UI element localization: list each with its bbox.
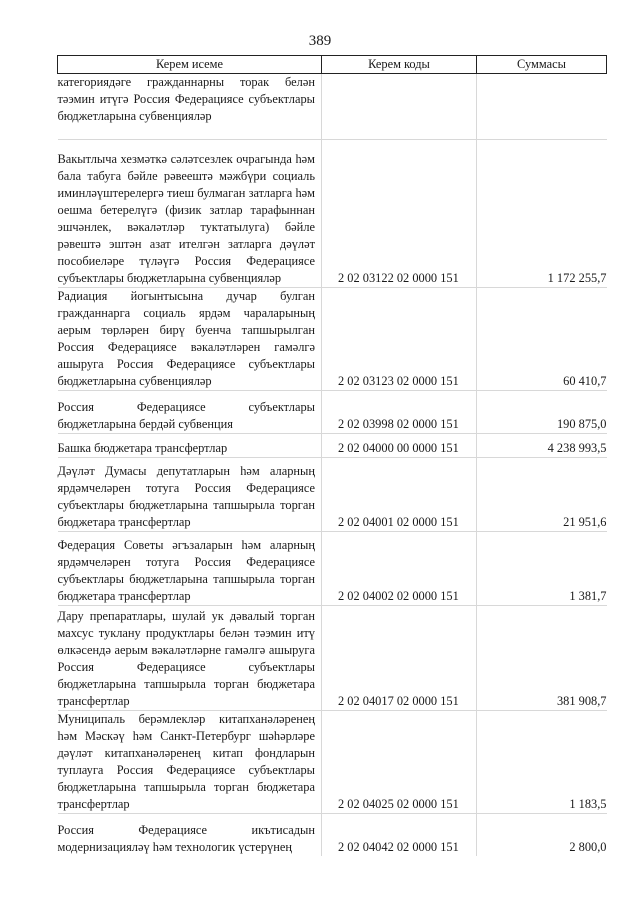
row-code: 2 02 03998 02 0000 151 xyxy=(322,391,477,434)
header-code: Керем коды xyxy=(322,56,477,74)
table-row xyxy=(58,74,607,140)
row-name: Россия Федерациясе субъектлары бюджетларына бердәй субвенция xyxy=(58,391,322,434)
row-sum xyxy=(477,74,607,140)
row-name: Муниципаль берәмлекләр китапханәләренең һәм Мәскәү һәм Санкт-Петербург шәһәрләре дәүләт китапханәләренең китап фондларын туплауга Россия Федерациясе субъектлары бюджетларына тапшырыла торган бюджетара трансфертлар xyxy=(58,711,322,814)
header-sum: Суммасы xyxy=(477,56,607,74)
row-code: 2 02 04000 00 0000 151 xyxy=(322,434,477,458)
table-row xyxy=(58,711,607,814)
table-row xyxy=(58,458,607,532)
row-name: Федерация Советы әгъзаларын һәм аларның ярдәмчеләрен тотуга Россия Федерациясе субъектлары бюджетларына тапшырыла торган бюджетара трансфертлар xyxy=(58,532,322,606)
row-name: категориядәге гражданнарны торак белән тәэмин итүгә Россия Федерациясе субъектлары бюджетларына субвенцияләр xyxy=(58,74,322,140)
table-row xyxy=(58,606,607,711)
table-row xyxy=(58,532,607,606)
row-sum: 4 238 993,5 xyxy=(477,434,607,458)
row-name: Дару препаратлары, шулай ук дәвалый торган махсус туклану продуктлары белән тәэмин итү өлкәсендә аерым вәкаләтләрне гамәлгә ашыруга Россия Федерациясе субъектлары бюджетларына тапшырыла торган бюджетара трансфертлар xyxy=(58,606,322,711)
table-row xyxy=(58,814,607,856)
row-code xyxy=(322,74,477,140)
row-code: 2 02 04017 02 0000 151 xyxy=(322,606,477,711)
row-sum: 190 875,0 xyxy=(477,391,607,434)
table-row xyxy=(58,140,607,288)
row-code: 2 02 04025 02 0000 151 xyxy=(322,711,477,814)
row-code: 2 02 03122 02 0000 151 xyxy=(322,140,477,288)
row-name: Радиация йогынтысына дучар булган гражданнарга социаль ярдәм чараларының аерым төрләрен бирү буенча тапшырылган Россия Федерациясе вәкаләтләрен гамәлгә ашыруга Россия Федерациясе субъектлары бюджетларына субвенцияләр xyxy=(58,288,322,391)
row-name: Вакытлыча хезмәткә сәләтсезлек очрагында һәм бала табуга бәйле рәвеештә мәжбүри социаль иминләүштерелергә тиеш булмаган затларга һәм оешма бетерелүгә (физик затлар тарафыннан эшчәнлек, вәкаләтләр туктатылуга) бәйле рәвештә эштән азат ителгән затларга дәүләт пособиеләре түләүгә Россия Федерациясе субъектлары бюджетларына субвенцияләр xyxy=(58,140,322,288)
row-sum: 2 800,0 xyxy=(477,814,607,856)
row-sum: 1 381,7 xyxy=(477,532,607,606)
table-row xyxy=(58,391,607,434)
header-name: Керем исеме xyxy=(58,56,322,74)
budget-table xyxy=(57,55,607,856)
row-sum: 381 908,7 xyxy=(477,606,607,711)
row-code: 2 02 03123 02 0000 151 xyxy=(322,288,477,391)
row-sum: 60 410,7 xyxy=(477,288,607,391)
page-number: 389 xyxy=(308,33,332,49)
row-name: Дәүләт Думасы депутатларын һәм аларның ярдәмчеләрен тотуга Россия Федерациясе субъектлары бюджетларына тапшырыла торган бюджетара трансфертлар xyxy=(58,458,322,532)
table-row xyxy=(58,434,607,458)
row-code: 2 02 04002 02 0000 151 xyxy=(322,532,477,606)
row-sum: 21 951,6 xyxy=(477,458,607,532)
row-name: Башка бюджетара трансфертлар xyxy=(58,434,322,458)
row-sum: 1 183,5 xyxy=(477,711,607,814)
row-code: 2 02 04042 02 0000 151 xyxy=(322,814,477,856)
row-name: Россия Федерациясе икътисадын модернизацияләү һәм технологик үстерүнең xyxy=(58,814,322,856)
row-sum: 1 172 255,7 xyxy=(477,140,607,288)
row-code: 2 02 04001 02 0000 151 xyxy=(322,458,477,532)
table-header-row xyxy=(58,56,607,74)
table-row xyxy=(58,288,607,391)
